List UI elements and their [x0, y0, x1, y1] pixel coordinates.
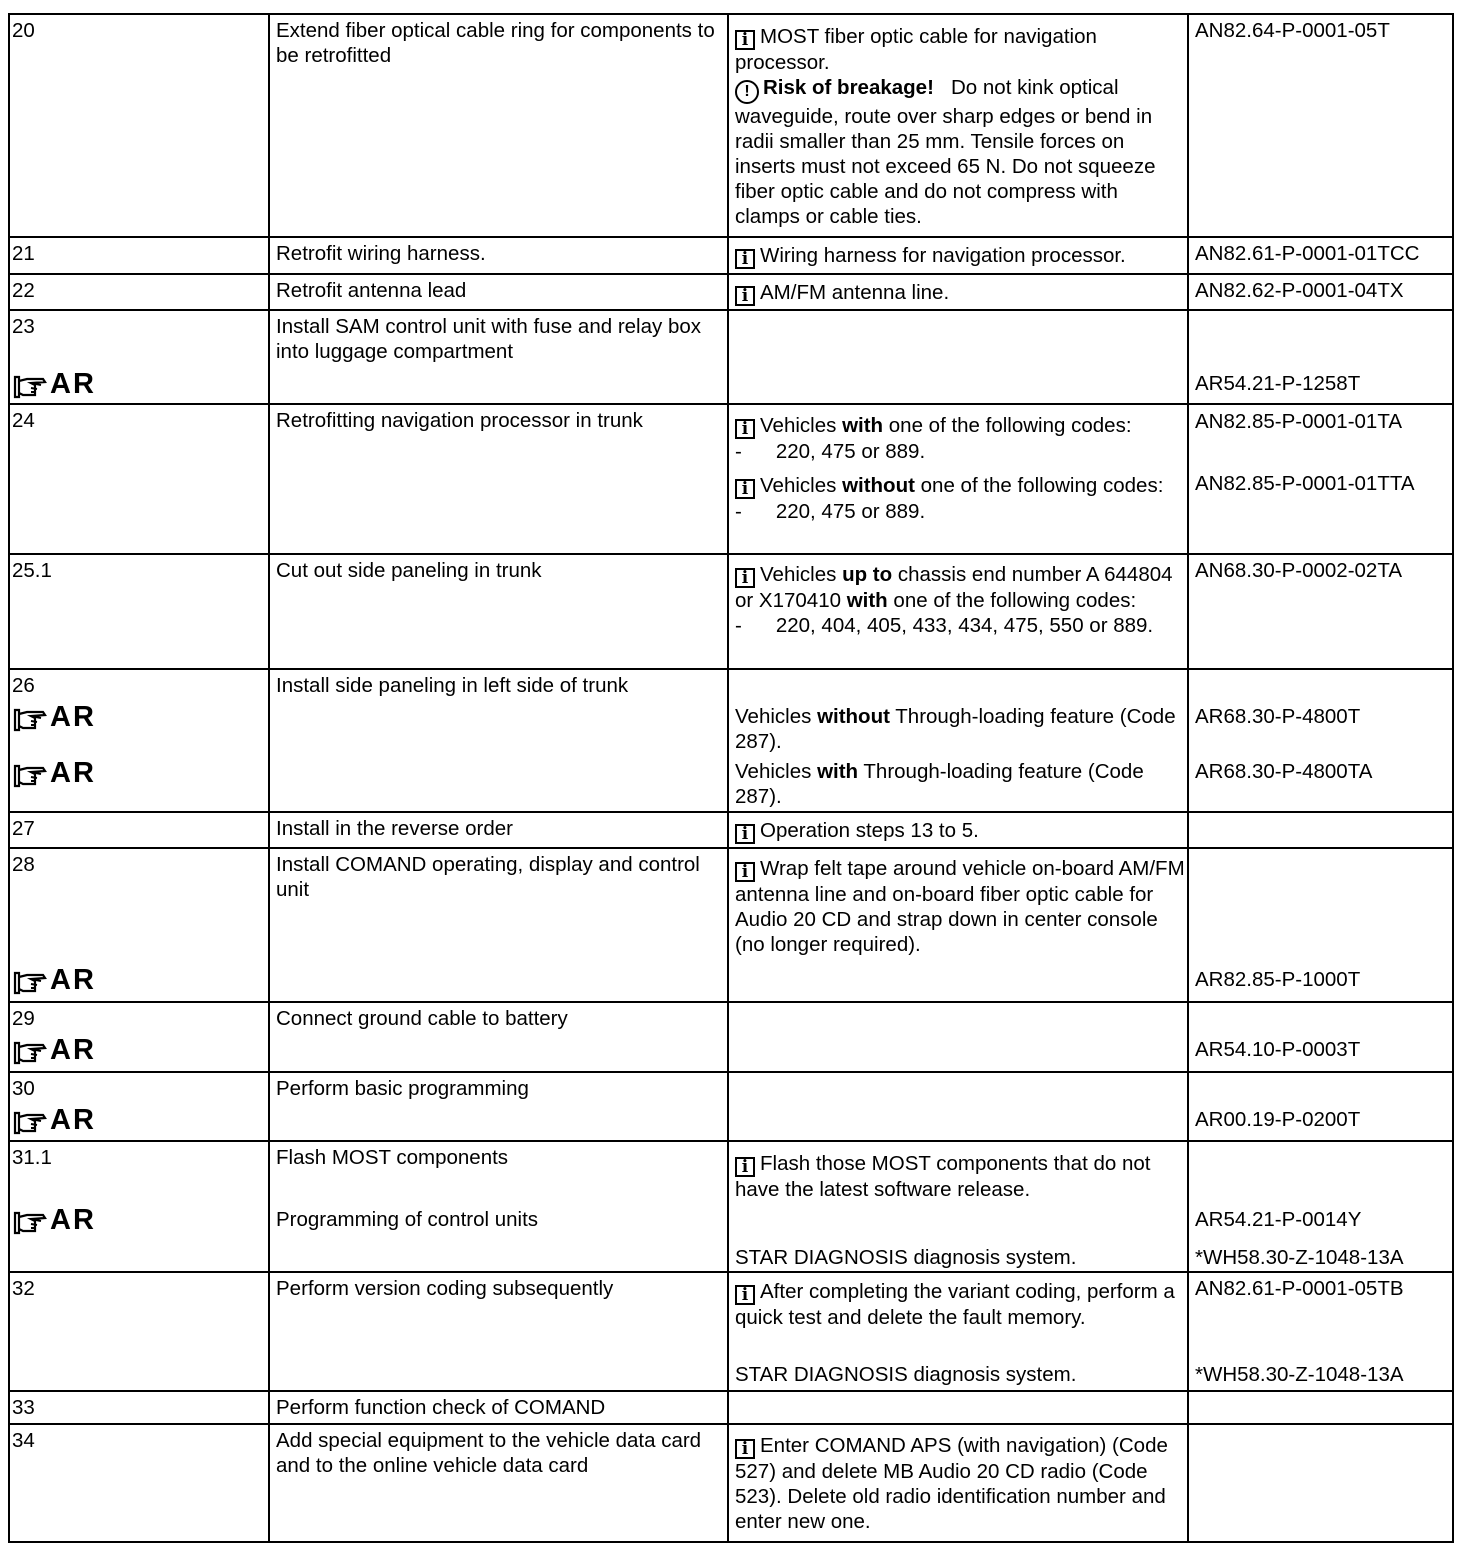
note-text: Wrap felt tape around vehicle on-board AM/FM antenna line and on-board fiber optic cable for Audio 20 CD and strap down in center console (no longer required). — [735, 857, 1185, 956]
table-row — [9, 1072, 1453, 1141]
step-number: 20 — [12, 19, 35, 42]
note-text: i After completing the variant coding, perform a quick test and delete the fault memory. — [735, 1280, 1175, 1329]
ar-label: AR — [50, 1204, 96, 1236]
procedure-table — [8, 13, 1454, 1543]
info-icon: i — [735, 249, 755, 269]
pointing-hand-icon — [13, 1211, 47, 1235]
step-number: 34 — [12, 1429, 35, 1452]
reference-code: AR54.21-P-1258T — [1195, 372, 1361, 395]
pointing-hand-icon — [13, 971, 47, 995]
pointing-hand-icon — [13, 764, 47, 788]
code-list: 220, 404, 405, 433, 434, 475, 550 or 889. — [775, 614, 1154, 637]
reference-code: AR54.10-P-0003T — [1195, 1038, 1361, 1061]
reference-code: *WH58.30-Z-1048-13A — [1195, 1246, 1404, 1269]
task-text: Retrofitting navigation processor in trunk — [276, 409, 643, 432]
reference-code: AR00.19-P-0200T — [1195, 1108, 1361, 1131]
info-icon: i — [735, 862, 755, 882]
info-icon: i — [735, 30, 755, 50]
reference-code: AN82.85-P-0001-01TTA — [1195, 472, 1415, 495]
table-row — [9, 1272, 1453, 1391]
note-with-codes: i Vehicles with one of the following codes: - 220, 475 or 889. — [735, 414, 1132, 463]
ar-label: AR — [50, 368, 96, 400]
info-icon: i — [735, 824, 755, 844]
table-row — [9, 848, 1453, 1002]
ar-reference-marker — [13, 369, 96, 399]
step-number: 26 — [12, 674, 35, 697]
table-row — [9, 237, 1453, 274]
task-text: Retrofit antenna lead — [276, 279, 467, 302]
info-icon: i — [735, 286, 755, 306]
step-number: 32 — [12, 1277, 35, 1300]
ar-label: AR — [50, 1104, 96, 1136]
note-text: STAR DIAGNOSIS diagnosis system. — [735, 1246, 1077, 1269]
reference-code: *WH58.30-Z-1048-13A — [1195, 1363, 1404, 1386]
task-text: Programming of control units — [276, 1208, 539, 1231]
note-text: i Flash those MOST components that do not have the latest software release. — [735, 1152, 1151, 1201]
instruction-sheet — [8, 13, 1452, 1543]
info-icon: i — [735, 1439, 755, 1459]
ar-label: AR — [50, 1034, 96, 1066]
ar-label: AR — [50, 964, 96, 996]
table-row: 25.1 Cut out side paneling in trunk i Vehicles up to chassis end number A 644804 or X170410 with one of the following codes: - 220, 404, 405, 433, 434, 475, 550 or 889. AN68.30-P-0002-02TA — [9, 554, 1453, 669]
note-text: AM/FM antenna line. — [760, 281, 950, 304]
task-text: Retrofit wiring harness. — [276, 242, 486, 265]
warning-icon: ! — [735, 80, 759, 104]
reference-code: AR82.85-P-1000T — [1195, 968, 1361, 991]
reference-code: AR68.30-P-4800T — [1195, 705, 1361, 728]
task-text: Install side paneling in left side of trunk — [276, 674, 629, 697]
reference-code: AN82.85-P-0001-01TA — [1195, 410, 1403, 433]
step-number: 22 — [12, 279, 35, 302]
step-number: 27 — [12, 817, 35, 840]
ar-reference-marker — [13, 1105, 96, 1135]
info-icon: i — [735, 1157, 755, 1177]
ar-reference-marker — [13, 1035, 96, 1065]
ar-reference-marker — [13, 702, 96, 732]
note-text: Vehicles without Through-loading feature (Code 287). — [735, 705, 1176, 753]
info-icon: i — [735, 1285, 755, 1305]
step-number: 33 — [12, 1396, 35, 1419]
table-row — [9, 669, 1453, 812]
task-text: Cut out side paneling in trunk — [276, 559, 542, 582]
reference-code: AN68.30-P-0002-02TA — [1195, 559, 1403, 582]
reference-code: AR68.30-P-4800TA — [1195, 760, 1373, 783]
reference-code: AN82.61-P-0001-05TB — [1195, 1277, 1404, 1300]
ar-reference-marker — [13, 758, 96, 788]
task-text: Extend fiber optical cable ring for components to be retrofitted — [276, 19, 715, 67]
note-text: Enter COMAND APS (with navigation) (Code 527) and delete MB Audio 20 CD radio (Code 523). Delete old radio identification number and enter new one. — [735, 1434, 1168, 1533]
info-icon: i — [735, 479, 755, 499]
note-text: Vehicles with Through-loading feature (Code 287). — [735, 760, 1144, 808]
task-text: Install COMAND operating, display and control unit — [276, 853, 700, 901]
task-text: Perform basic programming — [276, 1077, 529, 1100]
task-text: Connect ground cable to battery — [276, 1007, 568, 1030]
reference-code: AN82.64-P-0001-05T — [1195, 19, 1390, 42]
task-text: Flash MOST components — [276, 1146, 509, 1169]
task-text: Add special equipment to the vehicle data card and to the online vehicle data card — [276, 1429, 702, 1477]
task-text: Install in the reverse order — [276, 817, 514, 840]
step-number: 23 — [12, 315, 35, 338]
reference-code: AN82.61-P-0001-01TCC — [1195, 242, 1420, 265]
step-number: 28 — [12, 853, 35, 876]
reference-code: AR54.21-P-0014Y — [1195, 1208, 1362, 1231]
table-row — [9, 812, 1453, 848]
table-row — [9, 1424, 1453, 1542]
pointing-hand-icon — [13, 375, 47, 399]
task-text: Perform version coding subsequently — [276, 1277, 614, 1300]
table-row — [9, 1141, 1453, 1272]
step-number: 25.1 — [12, 559, 52, 582]
pointing-hand-icon — [13, 1111, 47, 1135]
step-number: 21 — [12, 242, 35, 265]
step-number: 24 — [12, 409, 35, 432]
info-icon: i — [735, 419, 755, 439]
info-icon: i — [735, 568, 755, 588]
note-text: Wiring harness for navigation processor. — [760, 244, 1126, 267]
table-row — [9, 14, 1453, 237]
warning-text: Do not kink optical waveguide, route over sharp edges or bend in radii smaller than 25 mm. Tensile forces on inserts must not exceed 65 N. Do not squeeze fiber optic cable and do not compress with clamps or cable ties. — [735, 76, 1156, 228]
table-row — [9, 1391, 1453, 1424]
pointing-hand-icon — [13, 708, 47, 732]
table-row — [9, 274, 1453, 310]
reference-code: AN82.62-P-0001-04TX — [1195, 279, 1404, 302]
step-number: 31.1 — [12, 1146, 52, 1169]
task-text: Install SAM control unit with fuse and relay box into luggage compartment — [276, 315, 702, 363]
table-row — [9, 404, 1453, 554]
note-text: MOST fiber optic cable for navigation processor. — [735, 25, 1097, 74]
note-without-codes: i Vehicles without one of the following codes: - 220, 475 or 889. — [735, 474, 1164, 523]
ar-label: AR — [50, 757, 96, 789]
ar-reference-marker — [13, 965, 96, 995]
ar-label: AR — [50, 701, 96, 733]
note-text: STAR DIAGNOSIS diagnosis system. — [735, 1363, 1077, 1386]
table-row — [9, 310, 1453, 404]
ar-reference-marker — [13, 1205, 96, 1235]
step-number: 30 — [12, 1077, 35, 1100]
task-text: Perform function check of COMAND — [276, 1396, 606, 1419]
note-text: Operation steps 13 to 5. — [760, 819, 979, 842]
pointing-hand-icon — [13, 1041, 47, 1065]
step-number: 29 — [12, 1007, 35, 1030]
table-row — [9, 1002, 1453, 1072]
warning-title: Risk of breakage! — [763, 76, 934, 99]
